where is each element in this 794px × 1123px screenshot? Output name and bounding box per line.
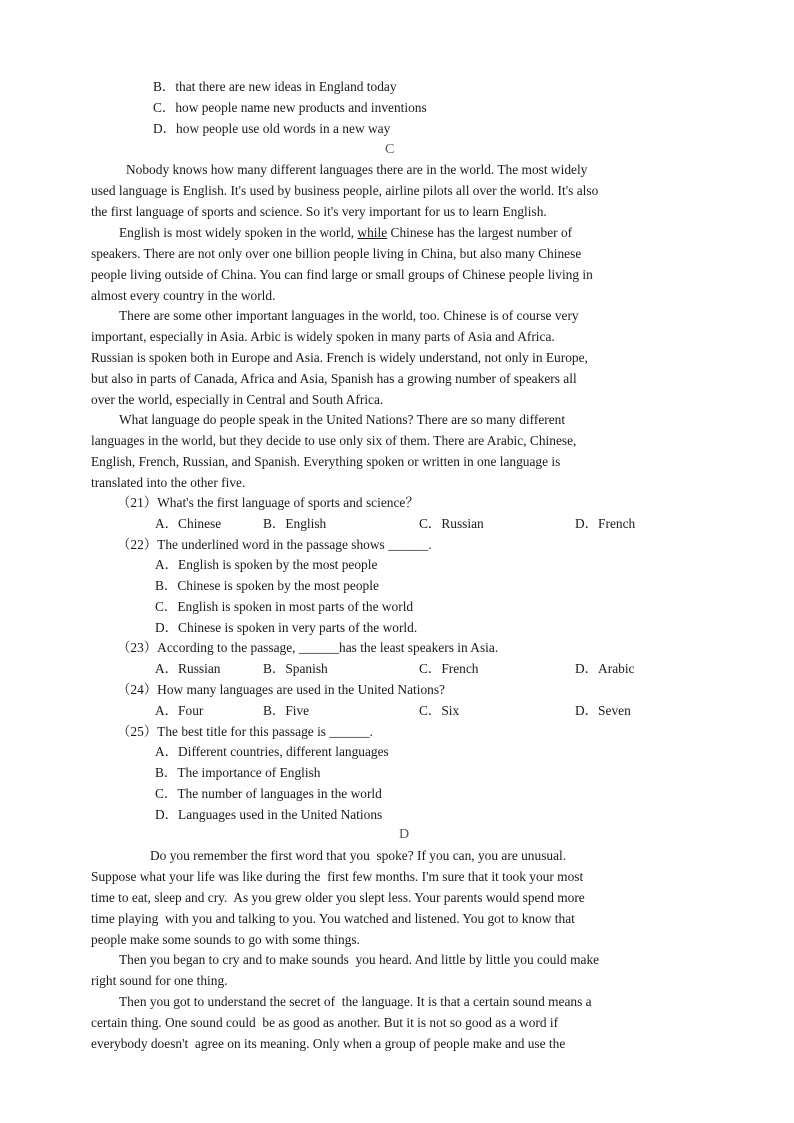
q25-option-c: C．The number of languages in the world xyxy=(155,786,382,801)
q21-option-b: B．English xyxy=(263,516,327,531)
section-c-label: C xyxy=(385,142,395,157)
q23-option-a: A．Russian xyxy=(155,661,221,676)
q25-option-d: D．Languages used in the United Nations xyxy=(155,807,383,822)
d-p2-line: Then you began to cry and to make sounds you heard. And little by little you could make xyxy=(119,952,600,967)
c-p2-line-post: Chinese has the largest number of xyxy=(387,225,573,240)
q22-option-a: A．English is spoken by the most people xyxy=(155,557,378,572)
q22-option-b: B．Chinese is spoken by the most people xyxy=(155,578,379,593)
q23-option-d: D．Arabic xyxy=(575,661,635,676)
d-p3-line: certain thing. One sound could be as good as another. But it is not so good as a word if xyxy=(91,1015,559,1030)
underlined-word: while xyxy=(357,225,388,240)
question-21-stem: （21）What's the first language of sports and science？ xyxy=(117,495,419,510)
q21-option-c: C．Russian xyxy=(419,516,484,531)
c-p4-line: What language do people speak in the United Nations? There are so many different xyxy=(119,412,566,427)
d-p1-line: time playing with you and talking to you. You watched and listened. You got to know that xyxy=(91,911,575,926)
c-p2-line: almost every country in the world. xyxy=(91,288,276,303)
q22-option-c: C．English is spoken in most parts of the world xyxy=(155,599,414,614)
c-p1-line: used language is English. It's used by business people, airline pilots all over the world. It's also xyxy=(91,183,599,198)
question-22-stem: （22）The underlined word in the passage shows ______. xyxy=(117,537,432,552)
q23-option-b: B．Spanish xyxy=(263,661,328,676)
section-d-label: D xyxy=(399,827,410,842)
c-p2-line-pre: English is most widely spoken in the world, xyxy=(119,225,358,240)
q24-option-a: A．Four xyxy=(155,703,204,718)
c-p3-line: important, especially in Asia. Arbic is widely spoken in many parts of Asia and Africa. xyxy=(91,329,555,344)
d-p3-line: Then you got to understand the secret of the language. It is that a certain sound means a xyxy=(119,994,592,1009)
c-p4-line: languages in the world, but they decide to use only six of them. There are Arabic, Chinese, xyxy=(91,433,577,448)
d-p2-line: right sound for one thing. xyxy=(91,973,228,988)
question-24-stem: （24）How many languages are used in the United Nations? xyxy=(117,682,445,697)
question-23-stem: （23）According to the passage, ______has the least speakers in Asia. xyxy=(117,640,499,655)
question-25-stem: （25）The best title for this passage is ______. xyxy=(117,724,373,739)
q24-option-c: C．Six xyxy=(419,703,460,718)
q23-option-c: C．French xyxy=(419,661,479,676)
prev-option-c: C．how people name new products and inventions xyxy=(153,100,427,115)
c-p2-line: people living outside of China. You can find large or small groups of Chinese people living in xyxy=(91,267,593,282)
d-p1-line: people make some sounds to go with some things. xyxy=(91,932,360,947)
d-p1-line: Suppose what your life was like during the first few months. I'm sure that it took your most xyxy=(91,869,584,884)
c-p3-line: but also in parts of Canada, Africa and Asia, Spanish has a growing number of speakers all xyxy=(91,371,577,386)
q21-option-a: A．Chinese xyxy=(155,516,222,531)
q24-option-d: D．Seven xyxy=(575,703,631,718)
c-p4-line: translated into the other five. xyxy=(91,475,246,490)
c-p4-line: English, French, Russian, and Spanish. Everything spoken or written in one language is xyxy=(91,454,561,469)
q25-option-b: B．The importance of English xyxy=(155,765,321,780)
c-p3-line: Russian is spoken both in Europe and Asia. French is widely understand, not only in Europe, xyxy=(91,350,588,365)
c-p1-line: Nobody knows how many different languages there are in the world. The most widely xyxy=(126,162,588,177)
q24-option-b: B．Five xyxy=(263,703,310,718)
prev-option-b: B．that there are new ideas in England today xyxy=(153,79,397,94)
prev-option-d: D．how people use old words in a new way xyxy=(153,121,391,136)
c-p3-line: over the world, especially in Central and South Africa. xyxy=(91,392,384,407)
d-p1-line: Do you remember the first word that you spoke? If you can, you are unusual. xyxy=(150,848,567,863)
q21-option-d: D．French xyxy=(575,516,636,531)
c-p2-line: speakers. There are not only over one billion people living in China, but also many Chinese xyxy=(91,246,582,261)
c-p3-line: There are some other important languages in the world, too. Chinese is of course very xyxy=(119,308,579,323)
d-p1-line: time to eat, sleep and cry. As you grew older you slept less. Your parents would spend more xyxy=(91,890,585,905)
d-p3-line: everybody doesn't agree on its meaning. Only when a group of people make and use the xyxy=(91,1036,566,1051)
c-p1-line: the first language of sports and science. So it's very important for us to learn English. xyxy=(91,204,547,219)
q22-option-d: D．Chinese is spoken in very parts of the world. xyxy=(155,620,418,635)
c-p2-line xyxy=(119,225,572,241)
q25-option-a: A．Different countries, different languages xyxy=(155,744,389,759)
